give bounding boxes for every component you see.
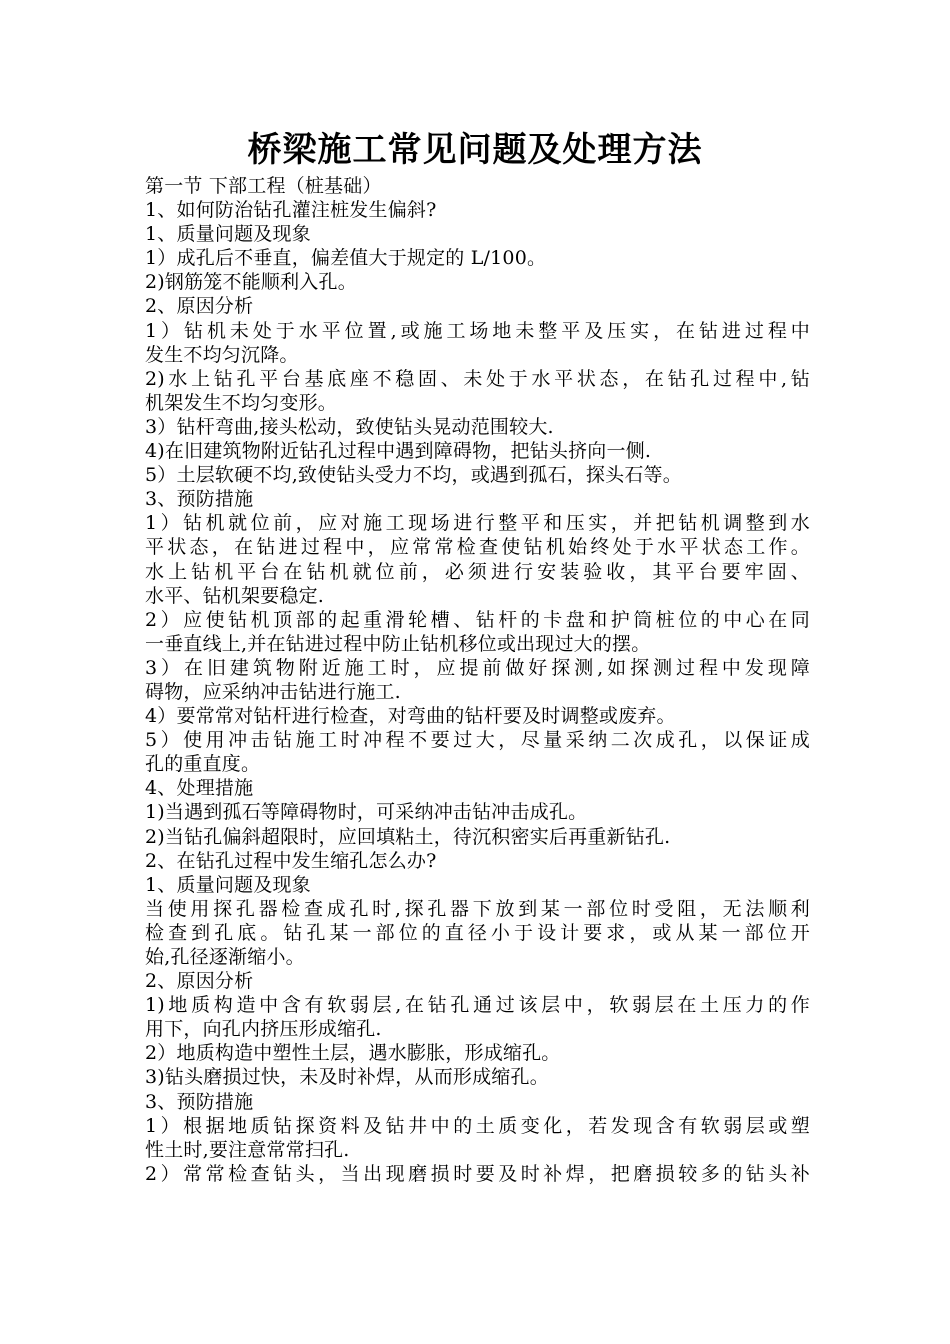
text-line: 用下，向孔内挤压形成缩孔.: [145, 1018, 382, 1041]
text-line: 碍物，应采纳冲击钻进行施工.: [145, 680, 401, 703]
text-line: 3、预防措施: [145, 488, 254, 511]
text-line: 1）根据地质钻探资料及钻井中的土质变化，若发现含有软弱层或塑: [145, 1114, 810, 1137]
text-line: 1)地质构造中含有软弱层,在钻孔通过该层中，软弱层在土压力的作: [145, 994, 810, 1017]
text-line: 1）钻机未处于水平位置,或施工场地未整平及压实，在钻进过程中: [145, 319, 810, 342]
text-line: 3、预防措施: [145, 1090, 254, 1113]
text-line: 4)在旧建筑物附近钻孔过程中遇到障碍物，把钻头挤向一侧.: [145, 440, 652, 463]
text-line: 2、原因分析: [145, 295, 254, 318]
text-line: 2)钢筋笼不能顺利入孔。: [145, 271, 357, 294]
text-line: 平状态，在钻进过程中，应常常检查使钻机始终处于水平状态工作。: [145, 536, 810, 559]
text-line: 1、质量问题及现象: [145, 223, 311, 246]
text-line: 当使用探孔器检查成孔时,探孔器下放到某一部位时受阻，无法顺利: [145, 897, 810, 920]
text-line: 发生不均匀沉降。: [145, 343, 299, 366]
text-line: 3）在旧建筑物附近施工时，应提前做好探测,如探测过程中发现障: [145, 656, 810, 679]
text-line: 3)钻头磨损过快，未及时补焊，从而形成缩孔。: [145, 1066, 549, 1089]
text-line: 2、原因分析: [145, 970, 254, 993]
text-line: 2）应使钻机顶部的起重滑轮槽、钻杆的卡盘和护筒桩位的中心在同: [145, 608, 810, 631]
document-title: 桥梁施工常见问题及处理方法: [247, 130, 703, 170]
text-line: 4）要常常对钻杆进行检查，对弯曲的钻杆要及时调整或废弃。: [145, 705, 676, 728]
text-line: 1）成孔后不垂直，偏差值大于规定的 L/100。: [145, 247, 547, 270]
text-line: 水平、钻机架要稳定.: [145, 584, 325, 607]
text-line: 2、在钻孔过程中发生缩孔怎么办?: [145, 849, 437, 872]
text-line: 性土时,要注意常常扫孔.: [145, 1138, 350, 1161]
text-line: 水上钻机平台在钻机就位前，必须进行安装验收，其平台要牢固、: [145, 560, 810, 583]
text-line: 3）钻杆弯曲,接头松动，致使钻头晃动范围较大.: [145, 415, 554, 438]
text-line: 检查到孔底。钻孔某一部位的直径小于设计要求，或从某一部位开: [145, 921, 810, 944]
text-line: 2）常常检查钻头，当出现磨损时要及时补焊，把磨损较多的钻头补: [145, 1162, 810, 1185]
text-line: 1、如何防治钻孔灌注桩发生偏斜?: [145, 199, 437, 222]
document-body: [145, 174, 810, 1186]
text-line: 一垂直线上,并在钻进过程中防止钻机移位或出现过大的摆。: [145, 632, 651, 655]
text-line: 机架发生不均匀变形。: [145, 391, 338, 414]
text-line: 2)当钻孔偏斜超限时，应回填粘土，待沉积密实后再重新钻孔.: [145, 825, 671, 848]
text-line: 孔的重直度。: [145, 753, 261, 776]
text-line: 始,孔径逐渐缩小。: [145, 946, 305, 968]
text-line: 1)当遇到孤石等障碍物时，可采纳冲击钻冲击成孔。: [145, 801, 588, 824]
text-line: 2）地质构造中塑性土层，遇水膨胀，形成缩孔。: [145, 1042, 561, 1065]
text-line: 5）土层软硬不均,致使钻头受力不均，或遇到孤石，探头石等。: [145, 464, 682, 487]
text-line: 2)水上钻孔平台基底座不稳固、未处于水平状态，在钻孔过程中,钻: [145, 367, 810, 390]
text-line: 1）钻机就位前，应对施工现场进行整平和压实，并把钻机调整到水: [145, 512, 810, 535]
text-line: 第一节 下部工程（桩基础）: [145, 175, 382, 197]
text-line: 1、质量问题及现象: [145, 873, 311, 896]
text-line: 4、处理措施: [145, 777, 254, 800]
text-line: 5）使用冲击钻施工时冲程不要过大，尽量采纳二次成孔，以保证成: [145, 729, 810, 752]
